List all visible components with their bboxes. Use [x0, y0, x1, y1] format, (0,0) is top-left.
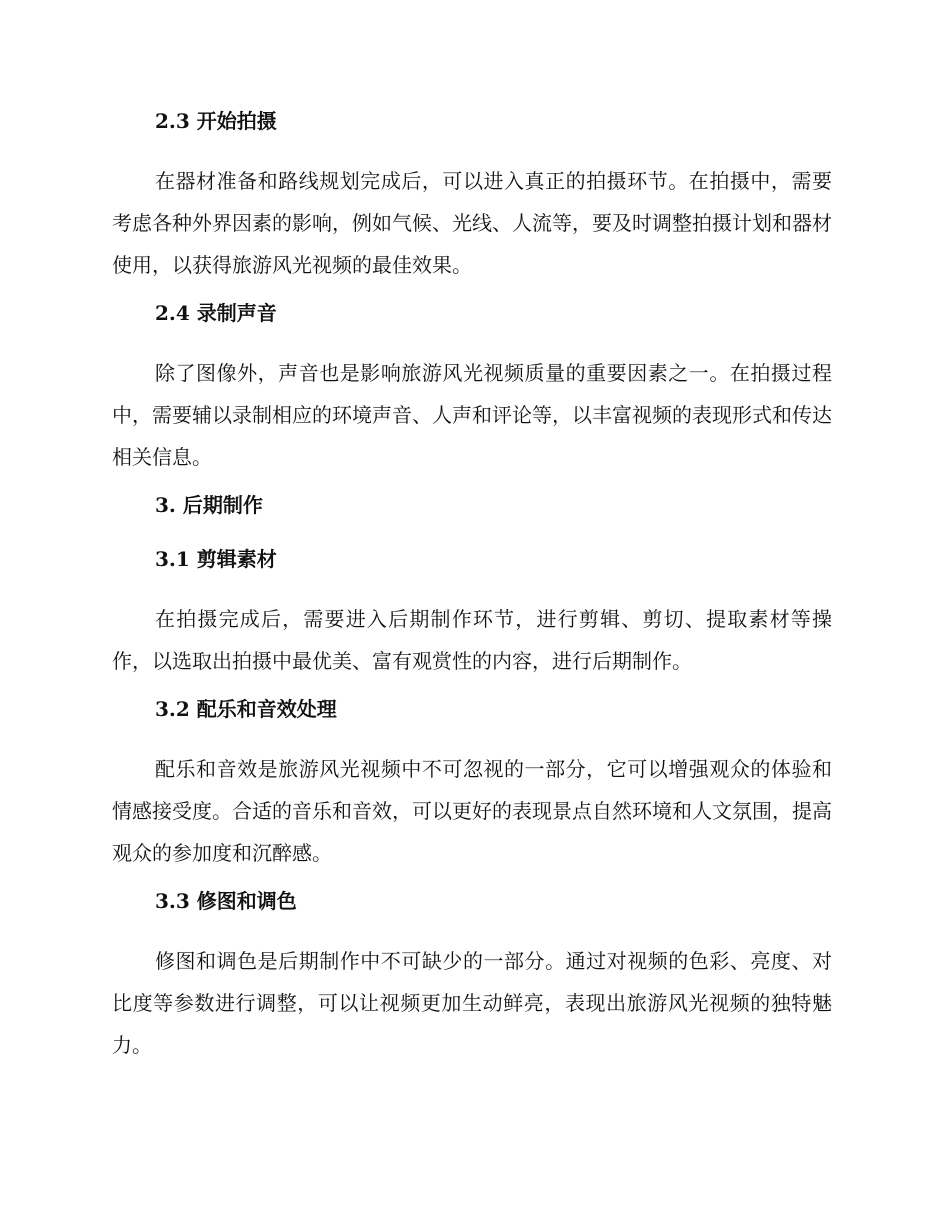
section-heading-3-1: 3.1 剪辑素材: [155, 547, 277, 571]
section-heading-3-3: 3.3 修图和调色: [155, 889, 297, 913]
section-body-3-3: 修图和调色是后期制作中不可缺少的一部分。通过对视频的色彩、亮度、对比度等参数进行调整，可以让视频更加生动鲜亮，表现出旅游风光视频的独特魅力。: [112, 949, 832, 1057]
section-heading-2-4: 2.4 录制声音: [155, 301, 277, 325]
section-body-2-4: 除了图像外，声音也是影响旅游风光视频质量的重要因素之一。在拍摄过程中，需要辅以录制相应的环境声音、人声和评论等，以丰富视频的表现形式和传达相关信息。: [112, 361, 832, 469]
section-body-3-2: 配乐和音效是旅游风光视频中不可忽视的一部分，它可以增强观众的体验和情感接受度。合适的音乐和音效，可以更好的表现景点自然环境和人文氛围，提高观众的参加度和沉醉感。: [112, 757, 832, 865]
section-heading-2-3: 2.3 开始拍摄: [155, 109, 277, 133]
section-heading-3: 3. 后期制作: [155, 493, 263, 517]
section-body-2-3: 在器材准备和路线规划完成后，可以进入真正的拍摄环节。在拍摄中，需要考虑各种外界因素的影响，例如气候、光线、人流等，要及时调整拍摄计划和器材使用，以获得旅游风光视频的最佳效果。: [112, 169, 832, 277]
document-content: [112, 106, 832, 1078]
section-body-3-1: 在拍摄完成后，需要进入后期制作环节，进行剪辑、剪切、提取素材等操作，以选取出拍摄中最优美、富有观赏性的内容，进行后期制作。: [112, 607, 832, 673]
section-heading-3-2: 3.2 配乐和音效处理: [155, 697, 337, 721]
